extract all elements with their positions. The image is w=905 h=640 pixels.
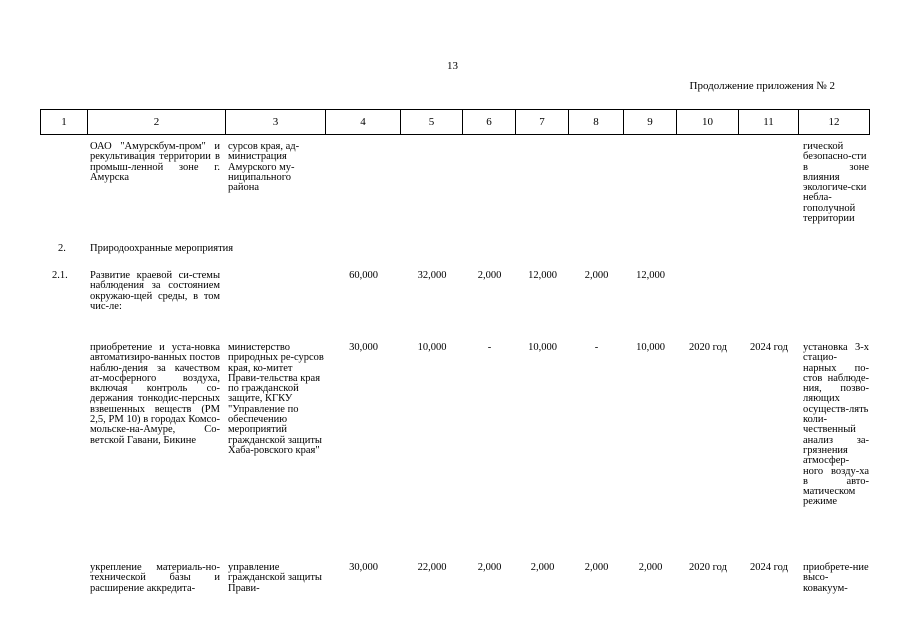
row-2-1-col7: 12,000 <box>528 270 557 281</box>
row-b-col10: 2020 год <box>689 562 727 573</box>
row-a-col10: 2020 год <box>689 342 727 353</box>
page-number: 13 <box>447 60 458 72</box>
row-2-1-col5: 32,000 <box>417 270 447 281</box>
appendix-title: Продолжение приложения № 2 <box>689 80 835 92</box>
header-col-8: 8 <box>569 110 624 135</box>
row-a-col11: 2024 год <box>750 342 788 353</box>
header-col-6: 6 <box>463 110 516 135</box>
header-col-1: 1 <box>41 110 88 135</box>
row-2-1-col9: 12,000 <box>636 270 665 281</box>
row-2-1-col6: 2,000 <box>477 270 502 281</box>
section-title: Природоохранные мероприятия <box>90 243 234 254</box>
row-a-col6: - <box>487 342 492 353</box>
header-col-4: 4 <box>326 110 401 135</box>
row-b-col6: 2,000 <box>477 562 502 573</box>
cont-row-col12: гической безопасно-сти в зоне влияния экологиче-ски небла-гополучной территории <box>803 141 869 225</box>
header-col-7: 7 <box>516 110 569 135</box>
header-col-9: 9 <box>624 110 677 135</box>
row-a-col5: 10,000 <box>417 342 447 353</box>
column-header-row <box>40 109 870 135</box>
row-2-1-col8: 2,000 <box>584 270 609 281</box>
row-a-col4: 30,000 <box>349 342 378 353</box>
row-b-col2: укрепление материаль-но-технической базы и расширение аккредита- <box>90 562 220 594</box>
row-2-1-col4: 60,000 <box>349 270 378 281</box>
row-a-col9: 10,000 <box>636 342 665 353</box>
row-b-col3: управление гражданской защиты Прави- <box>228 562 322 594</box>
row-b-col12: приобрете-ние высо-ковакуум- <box>803 562 869 594</box>
header-col-10: 10 <box>677 110 739 135</box>
cont-row-col2: ОАО "Амурскбум-пром" и рекультивация территории в промыш-ленной зоне г. Амурска <box>90 141 220 183</box>
cont-row-col3: сурсов края, ад-министрация Амурского му-ниципального района <box>228 141 300 194</box>
row-b-col9: 2,000 <box>638 562 663 573</box>
row-a-col3: министерство природных ре-сурсов края, ко-митет Прави-тельства края по гражданской защите, КГКУ "Управление по обеспечению мероприятий гражданской защиты Хаба-ровского края" <box>228 342 324 456</box>
row-a-col2: приобретение и уста-новка автоматизиро-ванных постов наблю-дения за качеством ат-мосферного воздуха, включая контроль со-держания тонкодис-персных взвешенных веществ (PM 2,5, PM 10) в городах Комсо-мольске-на-Амуре, Со-ветской Гавани, Бикине <box>90 342 220 446</box>
header-col-3: 3 <box>226 110 326 135</box>
header-col-2: 2 <box>88 110 226 135</box>
row-b-col8: 2,000 <box>584 562 609 573</box>
row-a-col8: - <box>594 342 599 353</box>
header-col-11: 11 <box>739 110 799 135</box>
section-number: 2. <box>58 243 66 254</box>
row-2-1-number: 2.1. <box>52 270 68 281</box>
header-col-5: 5 <box>401 110 463 135</box>
row-b-col7: 2,000 <box>530 562 555 573</box>
row-b-col5: 22,000 <box>417 562 447 573</box>
row-b-col11: 2024 год <box>750 562 788 573</box>
row-b-col4: 30,000 <box>349 562 378 573</box>
row-a-col12: установка 3-х стацио-нарных по-стов наблюде-ния, позво-ляющих осуществ-лять коли-чественный анализ за-грязнения атмосфер-ного возду-ха в авто-матическом режиме <box>803 342 869 508</box>
header-col-12: 12 <box>799 110 870 135</box>
row-2-1-col2: Развитие краевой си-стемы наблюдения за состоянием окружаю-щей среды, в том чис-ле: <box>90 270 220 312</box>
row-a-col7: 10,000 <box>528 342 557 353</box>
